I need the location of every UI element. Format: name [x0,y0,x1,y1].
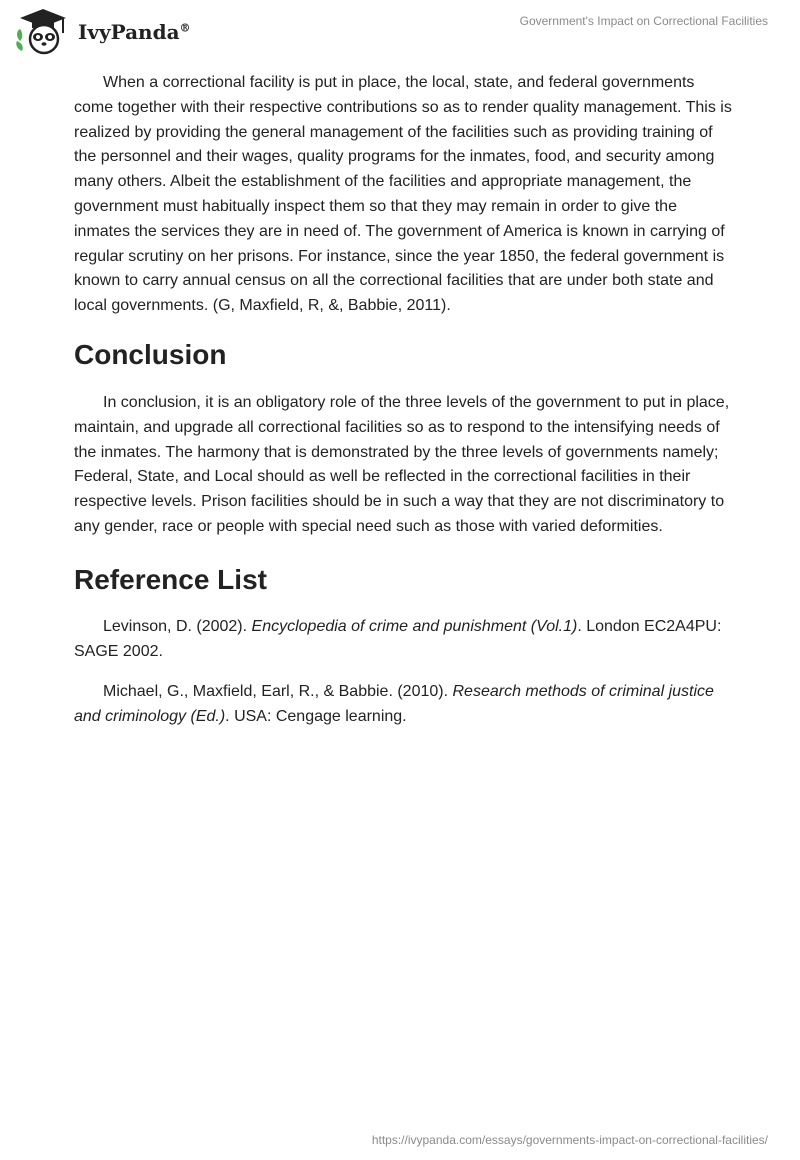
footer-url-link[interactable]: https://ivypanda.com/essays/governments-impact-on-correctional-facilities/ [371,1133,768,1147]
conclusion-heading: Conclusion [74,338,227,370]
article-body [74,71,734,730]
brand-name: IvyPanda® [78,20,191,44]
body-paragraph: When a correctional facility is put in place, the local, state, and federal governments come together with their respective contributions so as to render quality management. This is realized by providing the general management of the facilities such as providing training of the personnel and their wages, quality programs for the inmates, food, and security among many others. Albeit the establishment of the facilities and appropriate management, the government must habitually inspect them so that they may remain in order to give the inmates the services they are in need of. The government of America is known in carrying of regular scrutiny on her prisons. For instance, since the year 1850, the federal government is known to carry annual census on all the correctional facilities that are under both state and local governments. (G, Maxfield, R, &, Babbie, 2011). [74,74,732,315]
reference-item: Levinson, D. (2002). Encyclopedia of crime and punishment (Vol.1). London EC2A4PU: SAGE 2002. [74,617,722,660]
reference-item: Michael, G., Maxfield, Earl, R., & Babbie. (2010). Research methods of criminal justice and criminology (Ed.). USA: Cengage learning. [74,683,714,726]
references-heading: Reference List [74,563,267,595]
conclusion-paragraph: In conclusion, it is an obligatory role of the three levels of the government to put in place, maintain, and upgrade all correctional facilities so as to respond to the intensifying needs of the inmates. The harmony that is demonstrated by the three levels of governments namely; Federal, State, and Local should as well be reflected in the correctional facilities in their respective levels. Prison facilities should be in such a way that they are not discriminatory to any gender, race or people with special need such as those with varied deformities. [74,393,730,535]
panda-logo-icon [14,7,72,55]
logo[interactable] [14,7,191,55]
document-title: Government's Impact on Correctional Facilities [519,14,768,28]
